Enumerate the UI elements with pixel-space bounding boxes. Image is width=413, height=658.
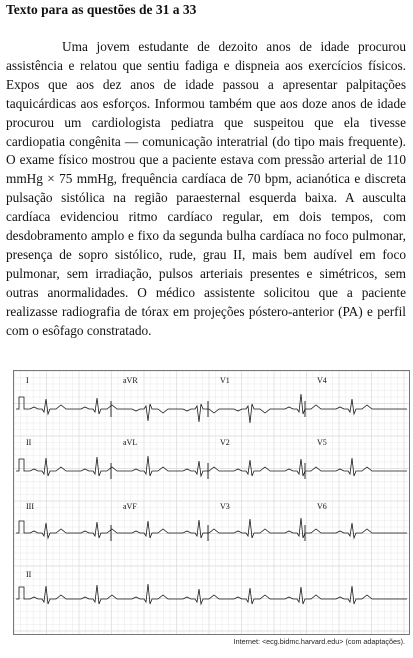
lead-label: V3 — [220, 502, 230, 511]
ecg-lead-trace — [16, 394, 407, 423]
lead-label: V4 — [317, 376, 327, 385]
case-passage — [6, 38, 406, 341]
lead-label: aVR — [123, 376, 138, 385]
lead-label: aVF — [123, 502, 137, 511]
lead-label: V5 — [317, 438, 327, 447]
ecg-tracing — [14, 371, 409, 634]
lead-label: V6 — [317, 502, 327, 511]
ecg-figure — [13, 370, 410, 635]
ecg-lead-trace — [16, 456, 407, 476]
ecg-grid — [14, 371, 409, 634]
section-title: Texto para as questões de 31 a 33 — [6, 2, 197, 17]
lead-label: V2 — [220, 438, 230, 447]
lead-label: III — [26, 502, 34, 511]
figure-source-caption: Internet: <ecg.bidmc.harvard.edu> (com adaptações). — [233, 637, 405, 646]
passage-paragraph: Uma jovem estudante de dezoito anos de idade procurou assistência e relatou que sentiu fadiga e dispneia aos exercícios físicos. Expos que aos dez anos de idade passou a apresentar palpitações taquicárdicas aos esforços. Informou também que aos doze anos de idade procurou um cardiologista pediatra que suspeitou que ela tivesse cardiopatia congênita — comunicação interatrial (do tipo mais frequente). O exame físico mostrou que a paciente estava com pressão arterial de 110 mmHg × 75 mmHg, frequência cardíaca de 70 bpm, acianótica e discreta pulsação sistólica na região paraesternal esquerda baixa. A ausculta cardíaca evidenciou ritmo cardíaco regular, em dois tempos, com desdobramento amplo e fixo da segunda bulha cardíaca no foco pulmonar, presença de sopro sistólico, rude, grau II, mais bem audível em foco pulmonar, sem irradiação, pulsos arteriais presentes e simétricos, sem outras anormalidades. O médico assistente solicitou que a paciente realizasse radiografia de tórax em projeções póstero-anterior (PA) e perfil com o esôfago constratado. — [6, 39, 406, 338]
lead-label: V1 — [220, 376, 230, 385]
lead-label: aVL — [123, 438, 138, 447]
lead-label: II — [26, 570, 32, 579]
lead-label: I — [26, 376, 29, 385]
ecg-lead-trace — [16, 584, 407, 604]
lead-label: II — [26, 438, 32, 447]
ecg-lead-trace — [16, 518, 407, 538]
